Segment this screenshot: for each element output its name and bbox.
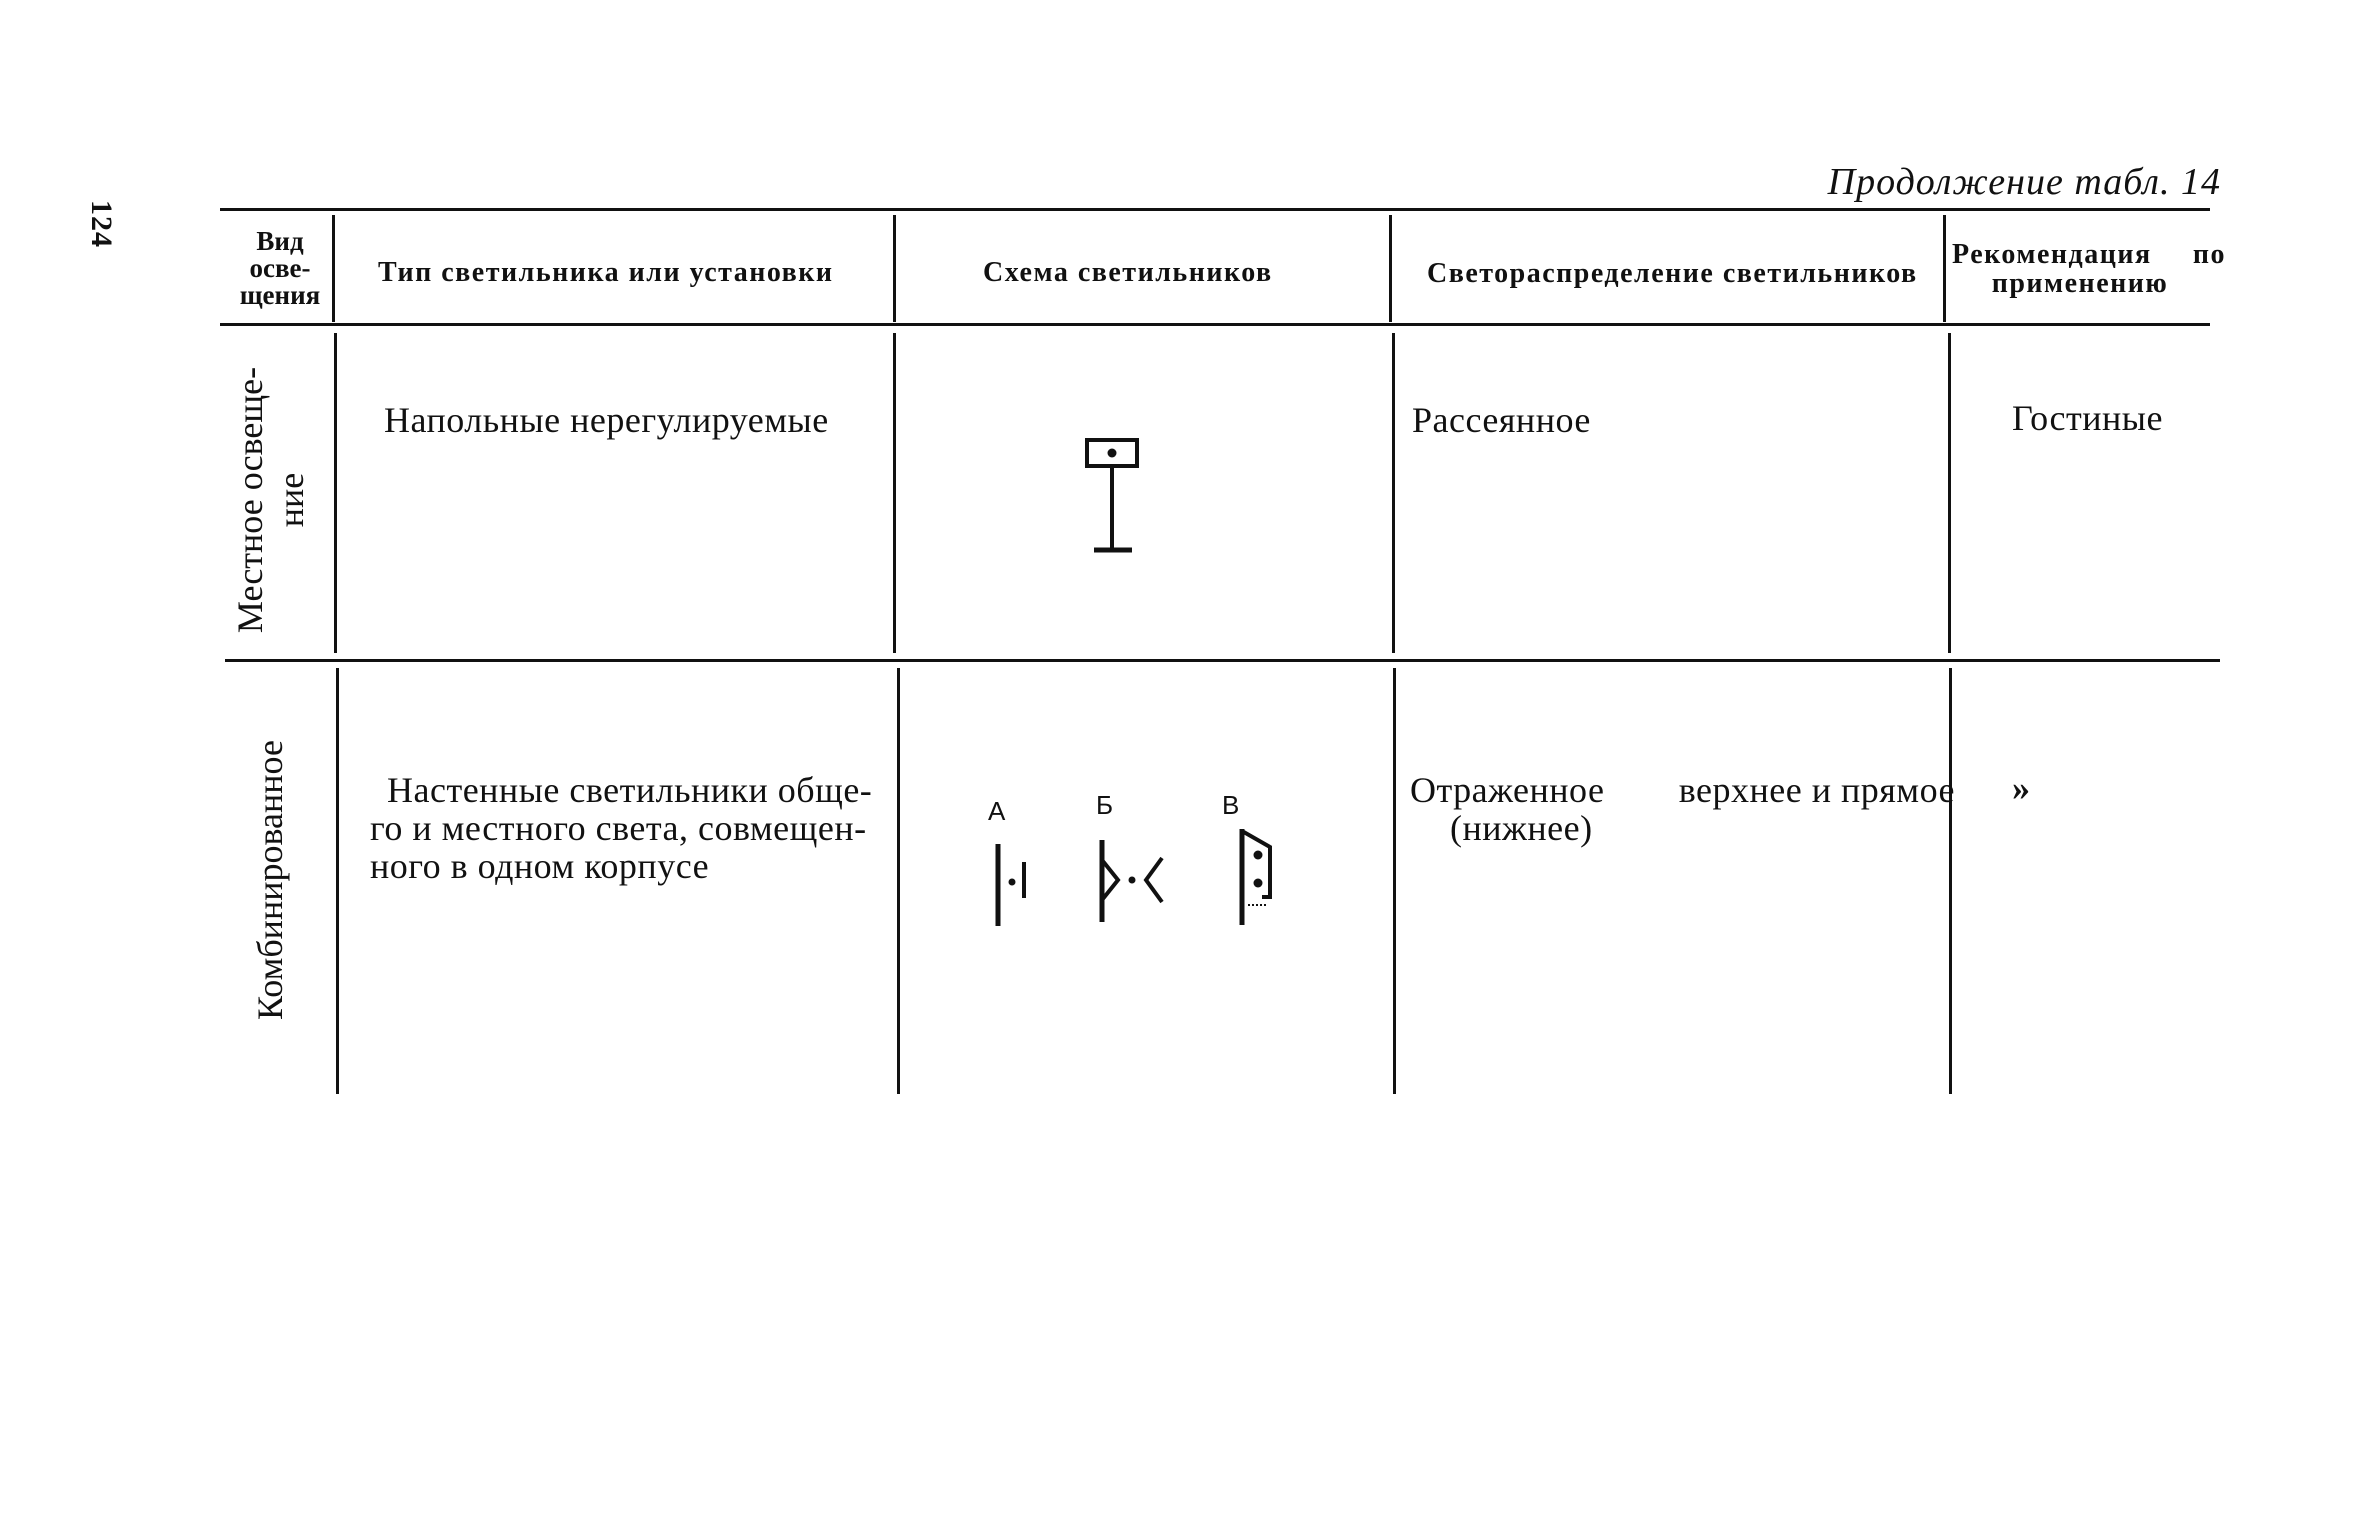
header-bottom-rule (220, 323, 2210, 326)
page-number: 124 (85, 200, 118, 248)
row2-col-sep (1949, 668, 1952, 1094)
header-recommendation-word: по (2192, 239, 2226, 270)
row1-kind-line: ние (271, 472, 312, 528)
row2-distribution-word: Отраженное (1410, 770, 1605, 810)
row2-kind-line: Комбинированное (250, 740, 290, 1020)
row2-recommendation: » (2012, 768, 2031, 808)
row1-type: Напольные нерегулируемые (384, 400, 829, 440)
header-kind-line: Вид (256, 226, 304, 256)
wall-lamp-c-icon (1230, 825, 1300, 930)
row2-distribution-line2: (нижнее) (1450, 807, 1593, 848)
row2-col-sep (1393, 668, 1396, 1094)
row2-distribution (1410, 772, 1955, 848)
header-recommendation (1952, 240, 2226, 299)
scheme-label-c: В (1222, 790, 1240, 820)
header-col-sep (893, 215, 896, 322)
wall-lamp-a-icon (990, 840, 1040, 930)
header-col-sep (1943, 215, 1946, 322)
row2-col-sep (897, 668, 900, 1094)
row-divider-rule (225, 659, 2220, 662)
row2-type (370, 772, 895, 885)
header-kind-line: щения (239, 280, 321, 310)
header-recommendation-word: Рекомендация (1952, 239, 2152, 270)
row1-col-sep (1392, 333, 1395, 653)
header-col-sep (332, 215, 335, 322)
row2-kind (250, 685, 300, 1075)
scheme-label-b: Б (1096, 790, 1114, 820)
header-distribution: Светораспределение светильников (1427, 258, 1918, 289)
header-kind (232, 228, 328, 309)
row2-type-line: го и местного света, совмещен- (370, 807, 867, 848)
header-kind-line: осве- (249, 253, 311, 283)
header-recommendation-line2: применению (1991, 268, 2169, 300)
row1-col-sep (334, 333, 337, 653)
scheme-label-a: А (988, 796, 1006, 826)
row1-kind-line: Местное освеще- (230, 366, 270, 634)
row2-type-line: Настенные светильники обще- (387, 770, 873, 810)
floor-lamp-icon (1070, 432, 1150, 557)
header-type: Тип светильника или установки (378, 257, 834, 288)
row2-col-sep (336, 668, 339, 1094)
wall-lamp-b-icon (1092, 836, 1172, 926)
row1-kind (230, 305, 320, 695)
row2-type-line: ного в одном корпусе (370, 845, 710, 886)
row2-distribution-word: верхнее и прямое (1678, 770, 1955, 810)
table-continuation-caption: Продолжение табл. 14 (1827, 161, 2221, 203)
row1-distribution: Рассеянное (1412, 400, 1591, 440)
row1-col-sep (1948, 333, 1951, 653)
row1-col-sep (893, 333, 896, 653)
row1-recommendation: Гостиные (2012, 398, 2163, 438)
header-col-sep (1389, 215, 1392, 322)
header-scheme: Схема светильников (983, 257, 1273, 288)
table-top-rule (220, 208, 2210, 211)
